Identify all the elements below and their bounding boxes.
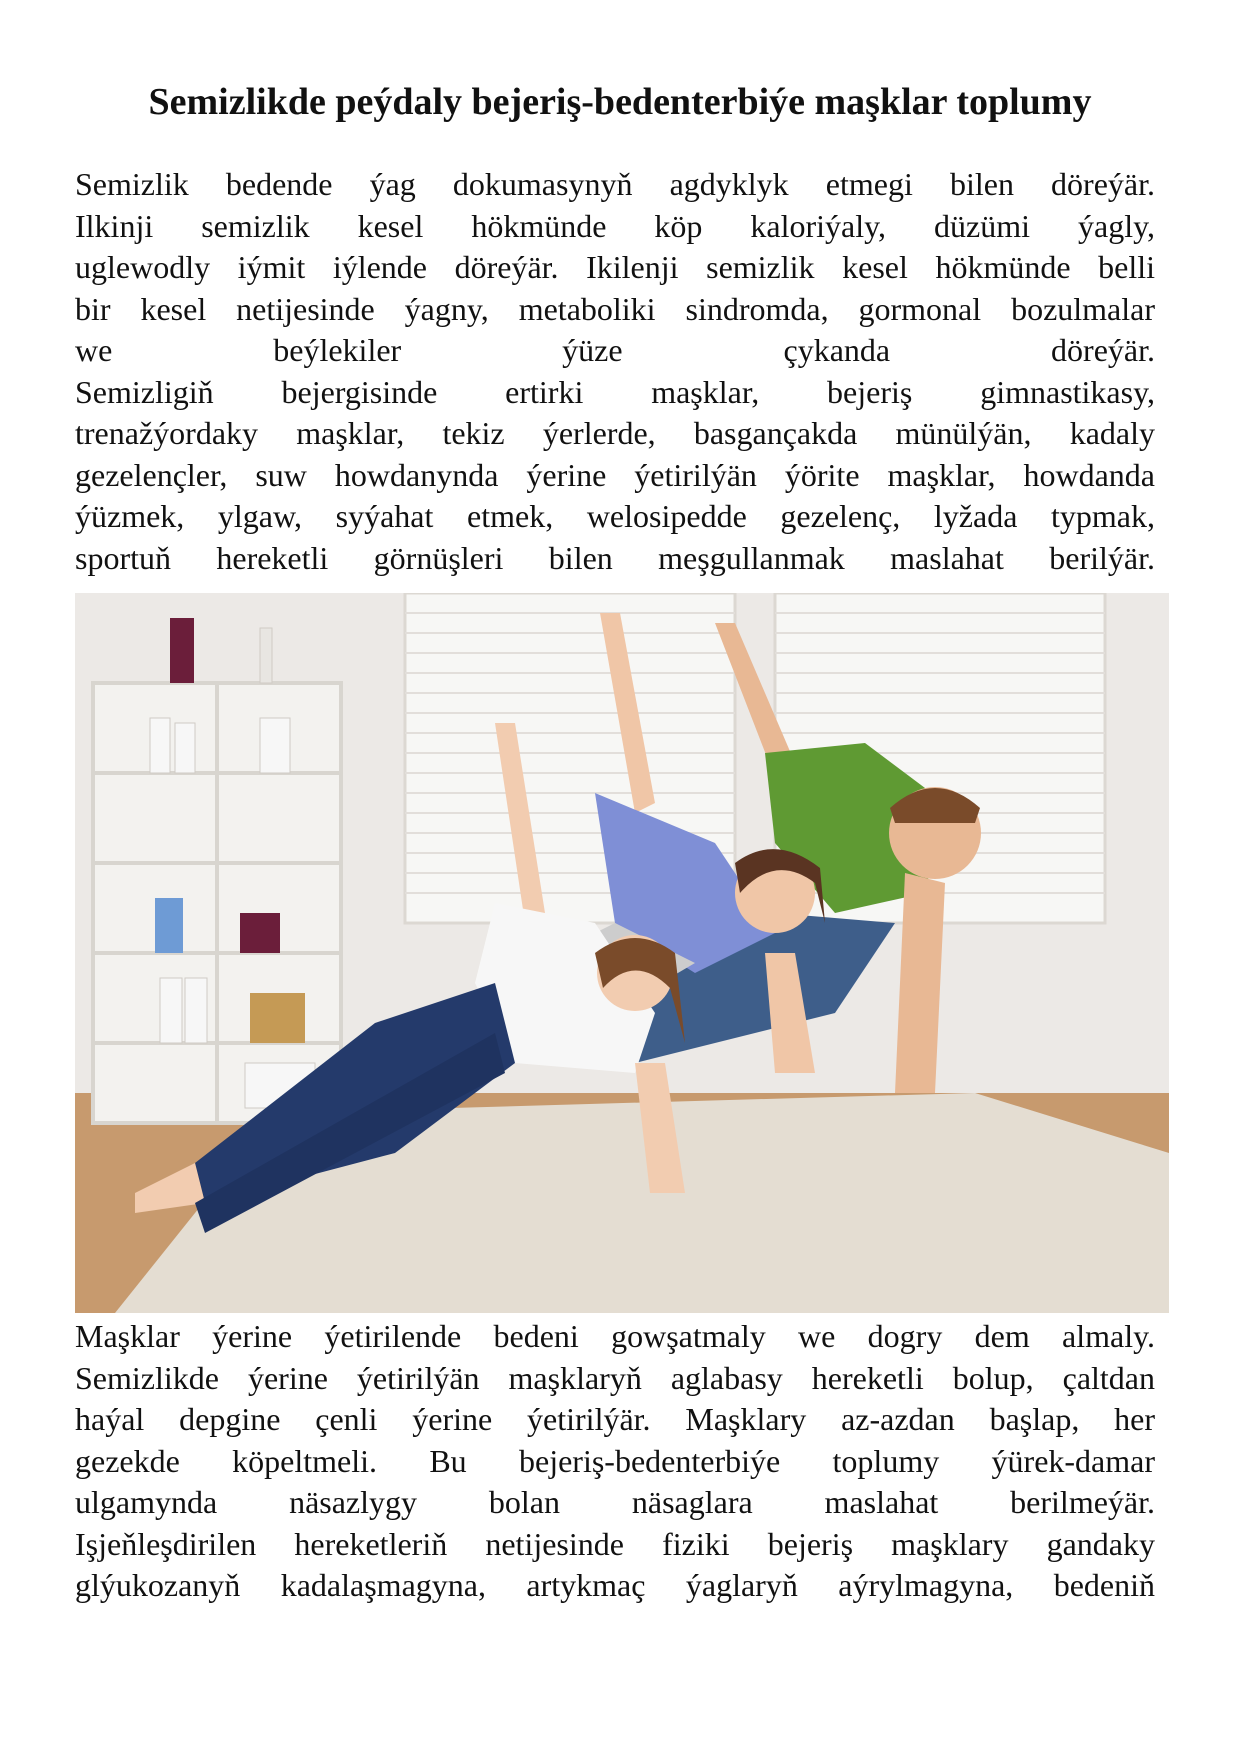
text-line: sportuň hereketli görnüşleri bilen meşgullanmak maslahat berilýär.: [75, 539, 1155, 576]
text-line: glýukozanyň kadalaşmagyna, artykmaç ýaglaryň aýrylmagyna, bedeniň: [75, 1567, 1155, 1603]
text-line: Semizlik bedende ýag dokumasynyň agdyklyk etmegi bilen döreýär.: [75, 166, 1155, 202]
intro-paragraph: [75, 164, 1155, 579]
text-line: Maşklar ýerine ýetirilende bedeni gowşatmaly we dogry dem almaly.: [75, 1318, 1155, 1354]
text-line: Işjeňleşdirilen hereketleriň netijesinde fiziki bejeriş maşklary gandaky: [75, 1525, 1155, 1562]
text-line: uglewodly iýmit iýlende döreýär. Ikilenji semizlik kesel hökmünde belli: [75, 249, 1155, 285]
text-line: ýüzmek, ylgaw, syýahat etmek, welosipedde gezelenç, lyžada typmak,: [75, 498, 1155, 534]
text-line: haýal depgine çenli ýerine ýetirilýär. Maşklary az-azdan başlap, her: [75, 1401, 1155, 1437]
text-line: trenažýordaky maşklar, tekiz ýerlerde, basgançakda münülýän, kadaly: [75, 415, 1155, 451]
text-line: Semizligiň bejergisinde ertirki maşklar, bejeriş gimnastikasy,: [75, 373, 1155, 410]
text-line: Semizlikde ýerine ýetirilýän maşklaryň aglabasy hereketli bolup, çaltdan: [75, 1359, 1155, 1396]
text-line: ulgamynda näsazlygy bolan näsaglara maslahat berilmeýär.: [75, 1484, 1155, 1520]
text-line: Ilkinji semizlik kesel hökmünde köp kaloriýaly, düzümi ýagly,: [75, 207, 1155, 244]
page-title: Semizlikde peýdaly bejeriş-bedenterbiýe maşklar toplumy: [148, 81, 1092, 123]
text-line: we beýlekiler ýüze çykanda döreýär.: [75, 332, 1155, 368]
white-bookshelf: [93, 618, 341, 1123]
text-line: bir kesel netijesinde ýagny, metaboliki sindromda, gormonal bozulmalar: [75, 290, 1155, 327]
text-line: gezelençler, suw howdanynda ýerine ýetirilýän ýörite maşklar, howdanda: [75, 456, 1155, 493]
family-exercise-photo: [75, 593, 1169, 1313]
guidance-paragraph: [75, 1316, 1155, 1607]
text-line: gezekde köpeltmeli. Bu bejeriş-bedenterbiýe toplumy ýürek-damar: [75, 1442, 1155, 1479]
